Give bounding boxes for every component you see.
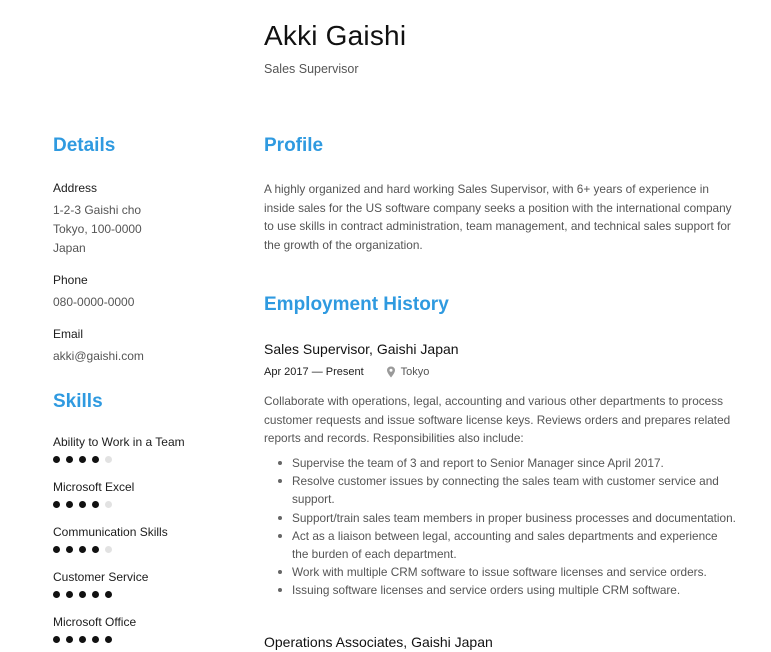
skill-dot-filled <box>66 636 73 643</box>
map-pin-icon <box>386 366 396 378</box>
skill-dot-filled <box>79 501 86 508</box>
skill-level-dots <box>53 543 243 555</box>
details-section <box>53 180 243 366</box>
skill-name: Communication Skills <box>53 525 168 539</box>
skill-level-dots <box>53 453 243 465</box>
job-description: Collaborate with operations, legal, accounting and various other departments to process customer requests and issue software license keys. Reviews orders and prepares related reports and records. Responsibilities also include: <box>264 393 731 446</box>
bullet-icon <box>278 570 282 574</box>
job-bullets <box>264 454 736 600</box>
skill-dot-empty <box>105 456 112 463</box>
skill-item <box>53 614 243 652</box>
job-title: Sales Supervisor, Gaishi Japan <box>264 340 459 357</box>
profile-text: A highly organized and hard working Sales Supervisor, with 6+ years of experience in inside sales for the US software company seeks a position with the international company to use skills in contract administration, team management, and technical sales support for the growth of the organization. <box>264 182 732 253</box>
candidate-title: Sales Supervisor <box>264 62 359 76</box>
skill-item <box>53 524 243 569</box>
email-group <box>53 326 243 366</box>
skill-dot-filled <box>92 636 99 643</box>
skill-dot-filled <box>53 501 60 508</box>
job-meta <box>264 364 736 380</box>
job-bullet <box>276 509 736 527</box>
job-bullet-text: Support/train sales team members in proper business processes and documentation. <box>292 510 736 525</box>
skill-dot-filled <box>92 456 99 463</box>
job-bullet <box>276 454 736 472</box>
email-value[interactable]: akki@gaishi.com <box>53 349 144 363</box>
job-bullet <box>276 472 736 508</box>
bullet-icon <box>278 461 282 465</box>
job-title: Operations Associates, Gaishi Japan <box>264 634 493 650</box>
skill-item <box>53 569 243 614</box>
phone-label: Phone <box>53 273 88 287</box>
skill-dot-filled <box>66 591 73 598</box>
skills-heading: Skills <box>53 391 103 412</box>
skill-level-dots <box>53 588 243 600</box>
skill-name: Ability to Work in a Team <box>53 435 185 449</box>
skill-dot-empty <box>105 546 112 553</box>
skill-dot-filled <box>79 546 86 553</box>
address-line: Tokyo, 100-0000 <box>53 222 142 236</box>
employment-heading: Employment History <box>264 293 449 315</box>
job-bullet-text: Issuing software licenses and service orders using multiple CRM software. <box>292 583 681 598</box>
right-column <box>264 134 736 600</box>
bullet-icon <box>278 479 282 483</box>
skill-dot-filled <box>92 591 99 598</box>
resume-header <box>264 18 406 76</box>
job-bullet <box>276 527 736 563</box>
skill-dot-filled <box>66 456 73 463</box>
skill-dot-filled <box>105 636 112 643</box>
job-bullet <box>276 581 736 599</box>
skill-item <box>53 434 243 479</box>
profile-heading: Profile <box>264 135 324 156</box>
skill-dot-filled <box>53 591 60 598</box>
job-bullet-text: Supervise the team of 3 and report to Senior Manager since April 2017. <box>292 455 664 470</box>
job-location-text: Tokyo <box>400 365 430 378</box>
candidate-name: Akki Gaishi <box>264 20 407 51</box>
skill-dot-filled <box>53 546 60 553</box>
skill-dot-filled <box>53 456 60 463</box>
skill-dot-filled <box>66 501 73 508</box>
skill-dot-empty <box>105 501 112 508</box>
job-bullet-text: Act as a liaison between legal, accounting and sales departments and experience the burden of each department. <box>292 528 718 561</box>
job-bullet <box>276 563 736 581</box>
phone-value: 080-0000-0000 <box>53 295 135 309</box>
skill-dot-filled <box>53 636 60 643</box>
skills-list <box>53 434 243 652</box>
skill-name: Microsoft Office <box>53 615 137 629</box>
address-line: Japan <box>53 241 86 255</box>
bullet-icon <box>278 534 282 538</box>
bullet-icon <box>278 588 282 592</box>
skill-name: Microsoft Excel <box>53 480 135 494</box>
bullet-icon <box>278 516 282 520</box>
address-line: 1-2-3 Gaishi cho <box>53 203 142 217</box>
skill-dot-filled <box>105 591 112 598</box>
job-bullet-text: Resolve customer issues by connecting the sales team with customer service and support. <box>292 474 719 507</box>
skill-name: Customer Service <box>53 570 149 584</box>
skill-dot-filled <box>79 456 86 463</box>
email-label: Email <box>53 327 84 341</box>
skill-dot-filled <box>79 636 86 643</box>
job-entry <box>264 340 736 600</box>
skill-dot-filled <box>79 591 86 598</box>
skill-item <box>53 479 243 524</box>
job-bullet-text: Work with multiple CRM software to issue software licenses and service orders. <box>292 565 707 580</box>
address-group <box>53 180 243 258</box>
skill-level-dots <box>53 633 243 645</box>
left-column <box>53 134 243 652</box>
skill-dot-filled <box>92 546 99 553</box>
address-label: Address <box>53 181 98 195</box>
job-dates: Apr 2017 — Present <box>264 365 364 378</box>
skill-level-dots <box>53 498 243 510</box>
skill-dot-filled <box>92 501 99 508</box>
skill-dot-filled <box>66 546 73 553</box>
phone-group <box>53 272 243 312</box>
job-location <box>386 366 430 378</box>
details-heading: Details <box>53 135 116 156</box>
